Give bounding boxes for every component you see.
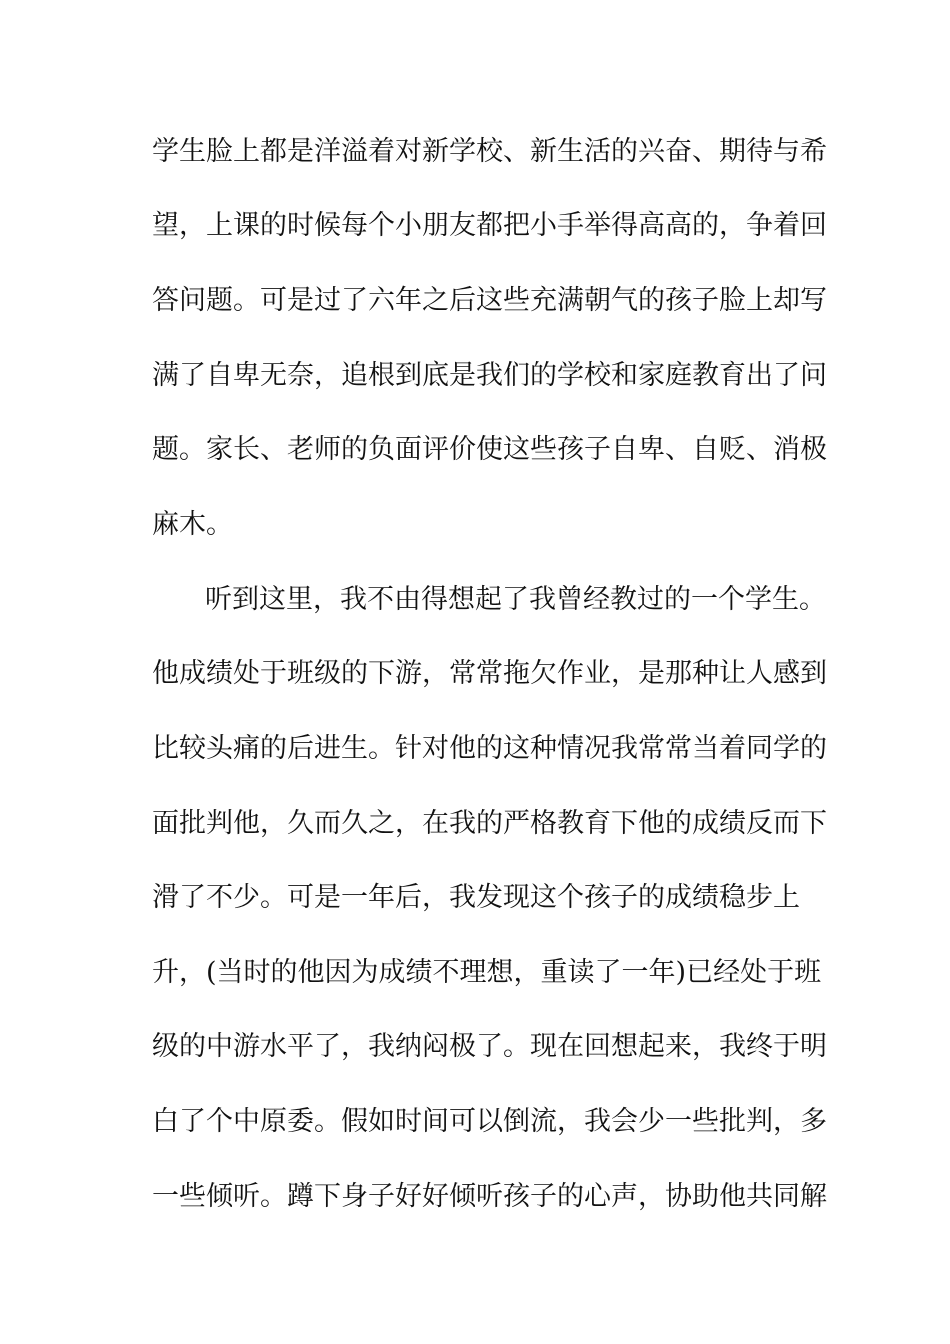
- text-line: 面批判他，久而久之，在我的严格教育下他的成绩反而下: [152, 808, 827, 839]
- text-line: 题。家长、老师的负面评价使这些孩子自卑、自贬、消极: [152, 434, 827, 465]
- text-line: 满了自卑无奈，追根到底是我们的学校和家庭教育出了问: [152, 360, 827, 391]
- text-line: 升，(当时的他因为成绩不理想，重读了一年)已经处于班: [152, 957, 822, 988]
- text-line: 比较头痛的后进生。针对他的这种情况我常常当着同学的: [152, 733, 827, 764]
- text-line: 麻木。: [152, 509, 233, 540]
- text-line: 答问题。可是过了六年之后这些充满朝气的孩子脸上却写: [152, 285, 827, 316]
- text-line: 白了个中原委。假如时间可以倒流，我会少一些批判，多: [152, 1106, 827, 1137]
- text-line: 一些倾听。蹲下身子好好倾听孩子的心声，协助他共同解: [152, 1181, 827, 1212]
- paragraph-first-line: 听到这里，我不由得想起了我曾经教过的一个学生。: [205, 584, 826, 615]
- text-line: 他成绩处于班级的下游，常常拖欠作业，是那种让人感到: [152, 658, 827, 689]
- text-line: 望，上课的时候每个小朋友都把小手举得高高的，争着回: [152, 210, 827, 241]
- text-line: 学生脸上都是洋溢着对新学校、新生活的兴奋、期待与希: [152, 136, 827, 167]
- text-line: 级的中游水平了，我纳闷极了。现在回想起来，我终于明: [152, 1031, 827, 1062]
- text-line: 滑了不少。可是一年后，我发现这个孩子的成绩稳步上: [152, 882, 800, 913]
